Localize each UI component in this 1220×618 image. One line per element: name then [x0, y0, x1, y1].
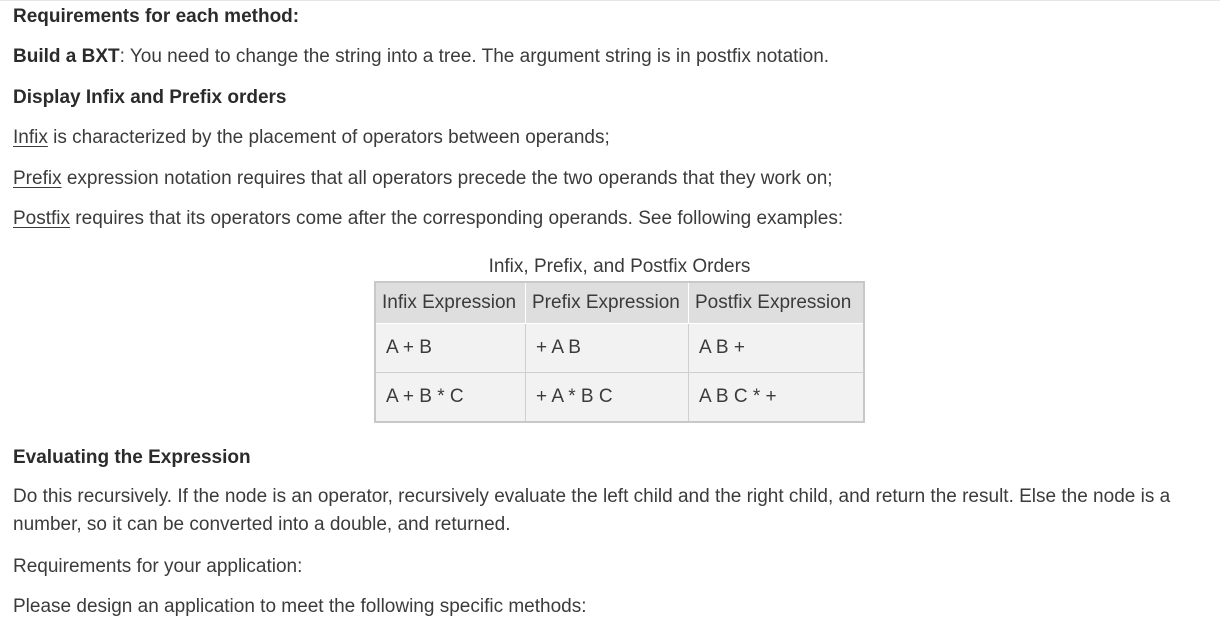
heading-requirements-each-method: Requirements for each method:	[13, 6, 300, 27]
infix-line	[13, 127, 610, 149]
prefix-link[interactable]: Prefix	[13, 168, 62, 189]
heading-display-orders: Display Infix and Prefix orders	[13, 87, 287, 108]
table-row	[375, 324, 864, 373]
table-caption: Infix, Prefix, and Postfix Orders	[488, 256, 751, 277]
cell-infix: A + B * C	[375, 373, 526, 423]
cell-postfix: A B +	[689, 324, 865, 373]
postfix-text: requires that its operators come after the corresponding operands. See following examples:	[70, 208, 844, 229]
top-divider	[0, 0, 1220, 1]
postfix-line	[13, 208, 843, 230]
build-bxt-label: Build a BXT	[13, 46, 120, 67]
app-requirements-text: Requirements for your application:	[13, 556, 303, 577]
cell-prefix: + A * B C	[526, 373, 689, 423]
cell-infix: A + B	[375, 324, 526, 373]
table-header-row	[375, 282, 864, 324]
evaluating-paragraph: Do this recursively. If the node is an operator, recursively evaluate the left child and the right child, and return the result. Else the node is a number, so it can be converted into a double, and returned.	[13, 486, 1171, 535]
infix-text: is characterized by the placement of operators between operands;	[47, 127, 610, 148]
build-bxt-text: : You need to change the string into a tree. The argument string is in postfix notation.	[119, 46, 830, 67]
header-postfix: Postfix Expression	[689, 282, 865, 324]
orders-table	[374, 281, 865, 423]
heading-evaluating: Evaluating the Expression	[13, 447, 251, 468]
design-text: Please design an application to meet the following specific methods:	[13, 596, 587, 617]
header-infix: Infix Expression	[375, 282, 526, 324]
infix-link[interactable]: Infix	[13, 127, 48, 148]
table-row	[375, 373, 864, 423]
cell-prefix: + A B	[526, 324, 689, 373]
cell-postfix: A B C * +	[699, 386, 777, 407]
prefix-line	[13, 168, 833, 190]
postfix-link[interactable]: Postfix	[13, 208, 71, 229]
build-bxt-line	[13, 46, 829, 68]
prefix-text: expression notation requires that all operators precede the two operands that they work on;	[61, 168, 833, 189]
header-prefix: Prefix Expression	[526, 282, 689, 324]
